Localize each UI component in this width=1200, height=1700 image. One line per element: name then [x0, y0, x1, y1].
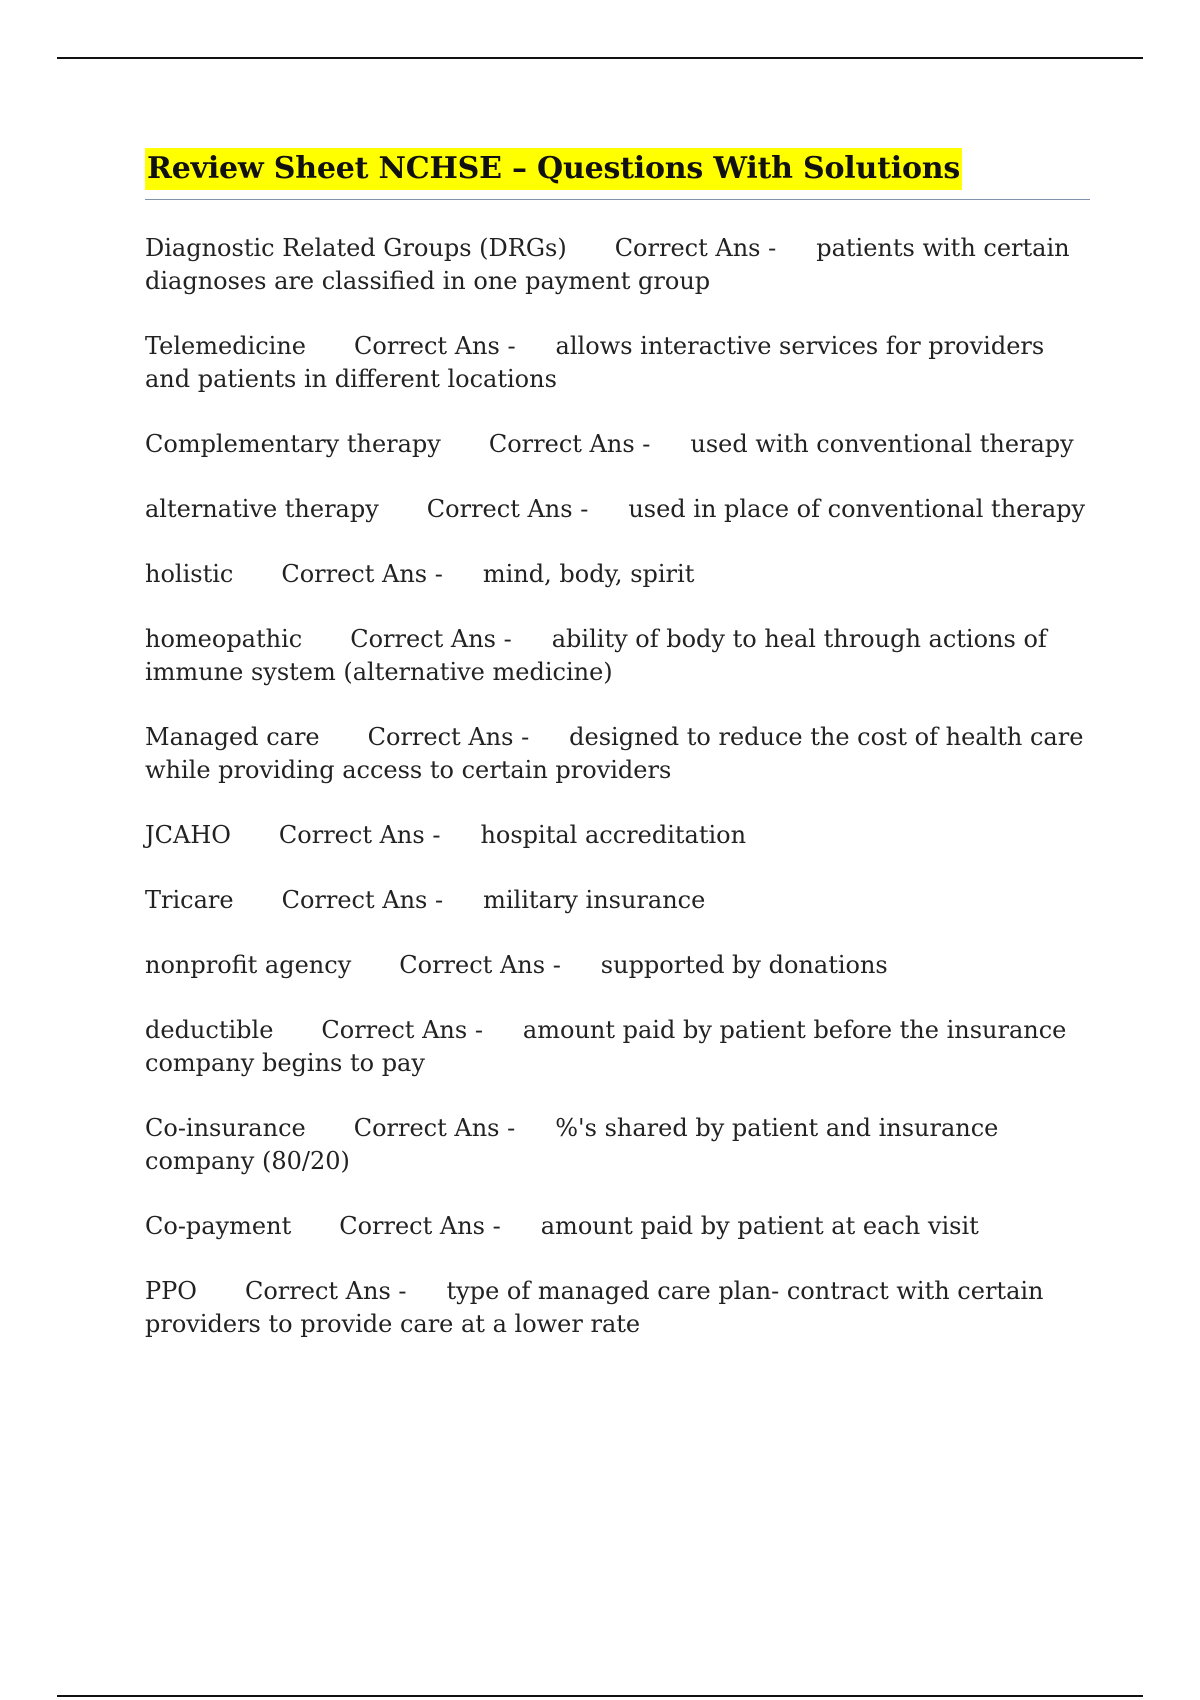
qa-term: deductible [145, 1016, 274, 1044]
correct-ans-label: Correct Ans [281, 560, 428, 588]
qa-list [145, 232, 1090, 1341]
qa-answer: patients with certain diagnoses are classified in one payment group [145, 234, 1070, 295]
title-block [145, 148, 1090, 200]
qa-item [145, 819, 1090, 852]
qa-item [145, 1210, 1090, 1243]
correct-ans-label: Correct Ans [281, 886, 428, 914]
qa-term: Managed care [145, 723, 320, 751]
answer-separator: - [503, 625, 512, 653]
correct-ans-label: Correct Ans [367, 723, 514, 751]
qa-term: Co-payment [145, 1212, 292, 1240]
qa-term: PPO [145, 1277, 197, 1305]
answer-separator: - [580, 495, 589, 523]
answer-separator: - [642, 430, 651, 458]
qa-item [145, 1275, 1090, 1341]
correct-ans-label: Correct Ans [354, 332, 500, 360]
qa-answer: used with conventional therapy [690, 430, 1074, 458]
qa-answer: designed to reduce the cost of health care while providing access to certain providers [145, 723, 1084, 784]
qa-item [145, 949, 1090, 982]
qa-term: JCAHO [145, 821, 231, 849]
correct-ans-label: Correct Ans [339, 1212, 485, 1240]
qa-term: alternative therapy [145, 495, 379, 523]
correct-ans-label: Correct Ans [244, 1277, 391, 1305]
qa-term: Tricare [145, 886, 234, 914]
answer-separator: - [552, 951, 561, 979]
correct-ans-label: Correct Ans [399, 951, 546, 979]
document-body [145, 148, 1090, 1373]
qa-answer: military insurance [483, 886, 706, 914]
qa-item [145, 884, 1090, 917]
qa-answer: amount paid by patient at each visit [540, 1212, 979, 1240]
answer-separator: - [507, 332, 516, 360]
qa-item [145, 721, 1090, 787]
qa-term: Telemedicine [145, 332, 307, 360]
qa-answer: hospital accreditation [480, 821, 747, 849]
answer-separator: - [521, 723, 530, 751]
qa-item [145, 330, 1090, 396]
qa-term: nonprofit agency [145, 951, 352, 979]
document-title: Review Sheet NCHSE – Questions With Solutions [145, 148, 962, 190]
qa-term: Diagnostic Related Groups (DRGs) [145, 234, 567, 262]
answer-separator: - [398, 1277, 407, 1305]
qa-term: homeopathic [145, 625, 303, 653]
answer-separator: - [492, 1212, 501, 1240]
qa-answer: allows interactive services for providers and patients in different locations [145, 332, 1045, 393]
qa-answer: mind, body, spirit [482, 560, 695, 588]
qa-item [145, 623, 1090, 689]
answer-separator: - [432, 821, 441, 849]
page-bottom-rule [57, 1695, 1143, 1697]
qa-item [145, 493, 1090, 526]
qa-item [145, 1112, 1090, 1178]
qa-term: Co-insurance [145, 1114, 306, 1142]
answer-separator: - [474, 1016, 483, 1044]
qa-item [145, 1014, 1090, 1080]
answer-separator: - [507, 1114, 516, 1142]
qa-term: Complementary therapy [145, 430, 441, 458]
correct-ans-label: Correct Ans [278, 821, 425, 849]
correct-ans-label: Correct Ans [426, 495, 573, 523]
qa-answer: %'s shared by patient and insurance company (80/20) [145, 1114, 999, 1175]
correct-ans-label: Correct Ans [321, 1016, 468, 1044]
qa-item [145, 232, 1090, 298]
answer-separator: - [434, 560, 443, 588]
qa-answer: supported by donations [600, 951, 888, 979]
correct-ans-label: Correct Ans [350, 625, 496, 653]
qa-answer: used in place of conventional therapy [628, 495, 1086, 523]
answer-separator: - [435, 886, 444, 914]
qa-answer: type of managed care plan- contract with certain providers to provide care at a lower rate [145, 1277, 1044, 1338]
qa-item [145, 428, 1090, 461]
qa-answer: ability of body to heal through actions of immune system (alternative medicine) [145, 625, 1047, 686]
qa-item [145, 558, 1090, 591]
correct-ans-label: Correct Ans [353, 1114, 500, 1142]
page-top-rule [57, 57, 1143, 59]
qa-term: holistic [145, 560, 234, 588]
answer-separator: - [768, 234, 777, 262]
qa-answer: amount paid by patient before the insurance company begins to pay [145, 1016, 1067, 1077]
correct-ans-label: Correct Ans [614, 234, 761, 262]
correct-ans-label: Correct Ans [488, 430, 635, 458]
